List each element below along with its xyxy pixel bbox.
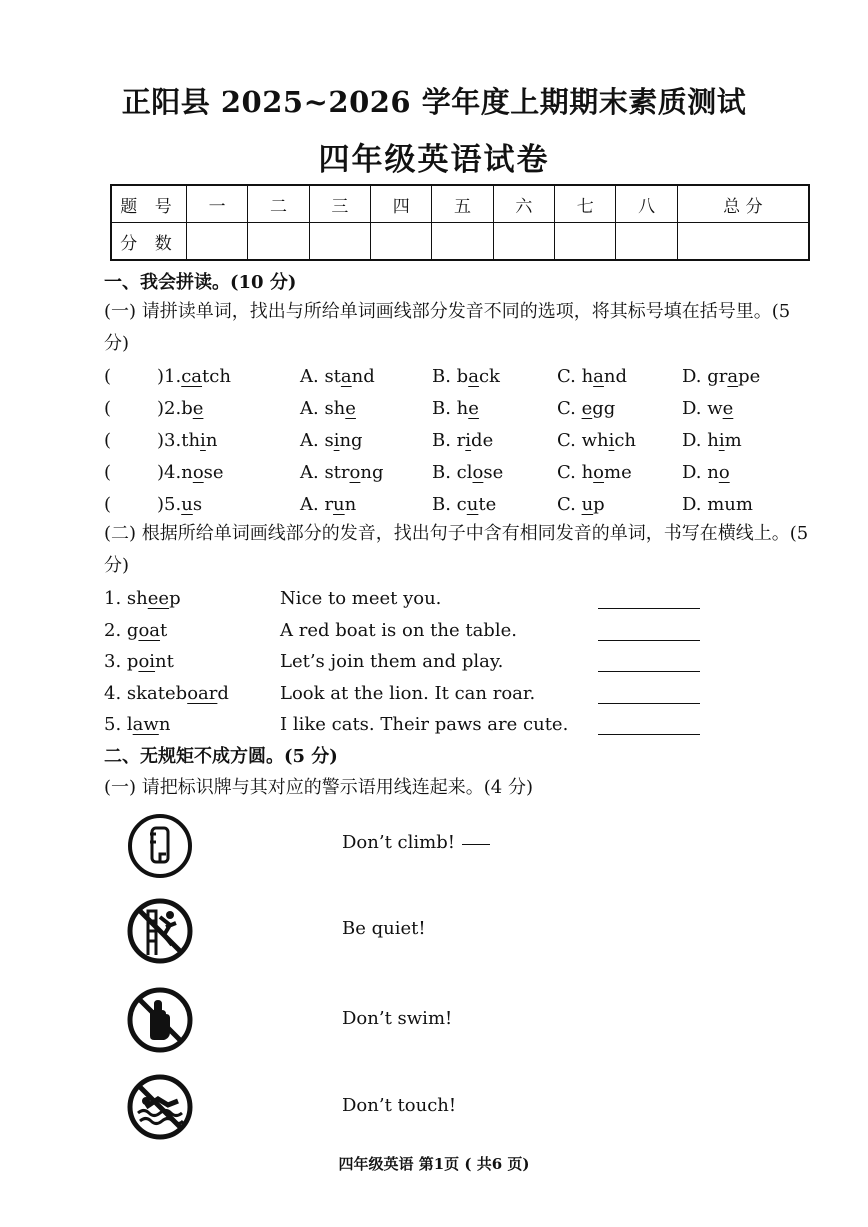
answer-line[interactable] <box>598 734 700 735</box>
sound-word-part: l <box>126 714 133 735</box>
answer-paren-close: ) <box>157 494 165 515</box>
answer-line[interactable] <box>598 640 700 641</box>
underlined-letters: a <box>340 366 352 387</box>
option-b[interactable] <box>432 462 503 483</box>
option-word-part: me <box>604 462 632 483</box>
section1-part1-instruction: (一) 请拼读单词，找出与所给单词画线部分发音不同的选项，将其标号填在括号里。(5 分) <box>104 301 791 354</box>
sound-word-part: 5. <box>104 714 127 735</box>
option-a[interactable] <box>300 462 384 483</box>
score-table-score-row <box>111 223 809 261</box>
option-b[interactable] <box>432 494 496 515</box>
option-word-part: nd <box>351 366 375 387</box>
option-word-part: C. h <box>557 462 594 483</box>
option-word-part: ch <box>614 430 637 451</box>
sound-word-part: 2. <box>104 619 127 641</box>
option-d[interactable] <box>682 366 760 387</box>
score-header-label: 题 号 <box>111 185 187 223</box>
sentence: Nice to meet you. <box>280 588 442 609</box>
match-line-stub <box>462 844 490 845</box>
sound-word-part: d <box>217 682 229 704</box>
option-c[interactable] <box>557 462 632 483</box>
sound-word-part: nt <box>155 651 174 672</box>
question-number: 1. <box>164 366 182 387</box>
exam-title: 正阳县 2025~2026 学年度上期期末素质测试 <box>121 85 747 119</box>
answer-paren-open: ( <box>104 494 112 515</box>
sound-word <box>104 683 229 704</box>
stem-word-part: s <box>192 494 203 515</box>
option-word-part: A. r <box>300 494 334 515</box>
sound-word-part: 4. <box>104 682 127 704</box>
option-word-part: A. str <box>300 462 350 483</box>
underlined-letters: aw <box>132 714 159 735</box>
sentence: A red boat is on the table. <box>280 619 517 641</box>
score-cell[interactable] <box>309 223 370 261</box>
stem-word-part: b <box>181 398 193 419</box>
underlined-letters: oi <box>138 651 156 672</box>
score-cell[interactable] <box>432 223 493 261</box>
underlined-letters: oa <box>138 619 161 641</box>
question-stem <box>157 430 217 451</box>
option-word-part: p <box>593 494 605 515</box>
score-column: 五 <box>432 185 493 223</box>
underlined-letters: i <box>200 430 206 451</box>
underlined-letters: a <box>593 366 604 387</box>
answer-blank[interactable] <box>116 398 152 420</box>
option-a[interactable] <box>300 366 375 387</box>
sound-word-part: 1. <box>104 588 127 609</box>
question-stem <box>157 366 231 387</box>
score-cell[interactable] <box>616 223 677 261</box>
underlined-letters: o <box>593 462 605 483</box>
answer-paren-close: ) <box>157 398 165 419</box>
sound-word <box>104 620 167 641</box>
sound-word <box>104 588 181 609</box>
option-word-part: C. <box>557 398 582 419</box>
underlined-letters: i <box>718 430 725 451</box>
option-word-part: B. b <box>432 366 469 387</box>
answer-blank[interactable] <box>116 462 152 484</box>
answer-line[interactable] <box>598 608 700 609</box>
option-word-part: ck <box>478 366 500 387</box>
sound-word-part: t <box>160 619 168 641</box>
exam-subtitle: 四年级英语试卷 <box>318 142 550 178</box>
option-word-part: pe <box>738 366 761 387</box>
question-number: 3. <box>164 430 182 451</box>
option-word-part: C. <box>557 494 582 515</box>
score-column-total: 总 分 <box>677 185 809 223</box>
stem-word-part: n <box>205 430 218 451</box>
option-word-part: te <box>478 494 497 515</box>
underlined-letters: i <box>608 430 615 451</box>
score-cell[interactable] <box>493 223 554 261</box>
question-stem <box>157 494 202 515</box>
underlined-letters: o <box>192 462 204 483</box>
no-touch-sign-icon[interactable] <box>126 812 194 880</box>
sound-word-part: g <box>126 619 139 641</box>
sound-word-part: n <box>158 714 171 735</box>
question-stem <box>157 462 224 483</box>
option-word-part: n <box>344 494 357 515</box>
sound-word-part: skateb <box>126 682 188 704</box>
score-cell[interactable] <box>187 223 248 261</box>
answer-paren-close: ) <box>157 430 165 451</box>
sound-word <box>104 651 174 672</box>
underlined-letters: o <box>349 462 361 483</box>
underlined-letters: ca <box>181 366 203 387</box>
section1-title: 一、我会拼读。(10 分) <box>104 272 297 293</box>
no-climb-sign-icon[interactable] <box>126 897 194 965</box>
underlined-letters: e <box>192 398 204 419</box>
option-c[interactable] <box>557 366 627 387</box>
underlined-letters: ee <box>147 588 170 609</box>
sound-word <box>104 714 170 735</box>
option-word-part: ng <box>339 430 363 451</box>
option-word-part: B. cl <box>432 462 473 483</box>
option-word-part: D. n <box>682 462 719 483</box>
page-footer: 四年级英语 第1页 ( 共6 页) <box>338 1155 530 1173</box>
score-column: 一 <box>187 185 248 223</box>
stem-word-part: n <box>181 462 193 483</box>
score-column: 二 <box>248 185 309 223</box>
warning-text-1: Don’t climb! <box>342 832 455 853</box>
answer-paren-close: ) <box>157 366 165 387</box>
option-word-part: D. mum <box>682 494 753 515</box>
option-word-part: ng <box>360 462 384 483</box>
sentence: Look at the lion. It can roar. <box>280 682 536 704</box>
option-b[interactable] <box>432 398 479 419</box>
underlined-letters: a <box>468 366 479 387</box>
underlined-letters: u <box>333 494 345 515</box>
score-column: 四 <box>371 185 432 223</box>
question-number: 2. <box>164 398 182 419</box>
score-column: 三 <box>309 185 370 223</box>
option-a[interactable] <box>300 430 363 451</box>
section2-part1-instruction: (一) 请把标识牌与其对应的警示语用线连起来。(4 分) <box>104 777 533 798</box>
option-word-part: A. st <box>300 366 341 387</box>
option-word-part: A. s <box>300 430 334 451</box>
score-cell[interactable] <box>555 223 616 261</box>
question-number: 4. <box>164 462 182 483</box>
stem-word-part: se <box>203 462 224 483</box>
option-word-part: D. gr <box>682 366 728 387</box>
sound-word-part: p <box>126 651 139 672</box>
option-d[interactable] <box>682 398 733 419</box>
sound-word-part: p <box>169 588 181 609</box>
option-word-part: D. h <box>682 430 719 451</box>
score-table <box>110 184 810 261</box>
score-column: 八 <box>616 185 677 223</box>
option-b[interactable] <box>432 430 493 451</box>
option-d[interactable] <box>682 462 730 483</box>
option-c[interactable] <box>557 494 605 515</box>
option-word-part: gg <box>592 398 616 419</box>
sentence: Let’s join them and play. <box>280 651 504 672</box>
option-word-part: nd <box>603 366 628 387</box>
warning-text-2: Be quiet! <box>342 918 426 939</box>
score-table-header-row <box>111 185 809 223</box>
option-word-part: B. c <box>432 494 467 515</box>
option-c[interactable] <box>557 398 615 419</box>
underlined-letters: u <box>181 494 193 515</box>
option-word-part: m <box>724 430 742 451</box>
score-column: 六 <box>493 185 554 223</box>
option-d[interactable] <box>682 494 753 515</box>
option-a[interactable] <box>300 494 356 515</box>
score-row-label: 分 数 <box>111 223 187 261</box>
underlined-letters: e <box>581 398 593 419</box>
sentence: I like cats. Their paws are cute. <box>280 714 569 735</box>
answer-paren-open: ( <box>104 398 112 419</box>
no-swim-sign-icon[interactable] <box>126 1073 194 1141</box>
underlined-letters: o <box>472 462 484 483</box>
section1-part2-instruction: (二) 根据所给单词画线部分的发音，找出句子中含有相同发音的单词，书写在横线上。(5 分) <box>104 523 809 576</box>
underlined-letters: a <box>727 366 739 387</box>
option-b[interactable] <box>432 366 500 387</box>
question-number: 5. <box>164 494 182 515</box>
underlined-letters: u <box>466 494 479 515</box>
option-word-part: de <box>471 430 494 451</box>
option-word-part: D. w <box>682 398 723 419</box>
answer-blank[interactable] <box>116 430 152 452</box>
warning-text-4: Don’t touch! <box>342 1095 457 1116</box>
underlined-letters: e <box>722 398 734 419</box>
option-word-part: A. sh <box>300 398 346 419</box>
answer-paren-open: ( <box>104 366 112 387</box>
section2-title: 二、无规矩不成方圆。(5 分) <box>104 746 338 767</box>
stem-word-part: tch <box>202 366 231 387</box>
stem-word-part: th <box>181 430 201 451</box>
answer-paren-open: ( <box>104 430 112 451</box>
underlined-letters: e <box>345 398 356 419</box>
answer-blank[interactable] <box>116 494 152 516</box>
answer-paren-open: ( <box>104 462 112 483</box>
option-word-part: B. r <box>432 430 466 451</box>
underlined-letters: i <box>465 430 472 451</box>
option-word-part: B. h <box>432 398 469 419</box>
sound-word-part: 3. <box>104 651 127 672</box>
sound-word-part: sh <box>126 588 148 609</box>
warning-text-3: Don’t swim! <box>342 1008 453 1029</box>
underlined-letters: oar <box>187 682 218 704</box>
option-a[interactable] <box>300 398 356 419</box>
score-cell[interactable] <box>677 223 809 261</box>
underlined-letters: o <box>718 462 730 483</box>
score-column: 七 <box>555 185 616 223</box>
underlined-letters: i <box>333 430 340 451</box>
underlined-letters: e <box>468 398 479 419</box>
question-stem <box>157 398 203 419</box>
option-word-part: C. h <box>557 366 594 387</box>
score-cell[interactable] <box>371 223 432 261</box>
option-word-part: se <box>483 462 504 483</box>
quiet-sign-icon[interactable] <box>126 986 194 1054</box>
answer-line[interactable] <box>598 671 700 672</box>
score-cell[interactable] <box>248 223 309 261</box>
option-d[interactable] <box>682 430 742 451</box>
answer-line[interactable] <box>598 703 700 704</box>
option-word-part: C. wh <box>557 430 609 451</box>
underlined-letters: u <box>581 494 594 515</box>
option-c[interactable] <box>557 430 636 451</box>
answer-blank[interactable] <box>116 366 152 388</box>
answer-paren-close: ) <box>157 462 165 483</box>
